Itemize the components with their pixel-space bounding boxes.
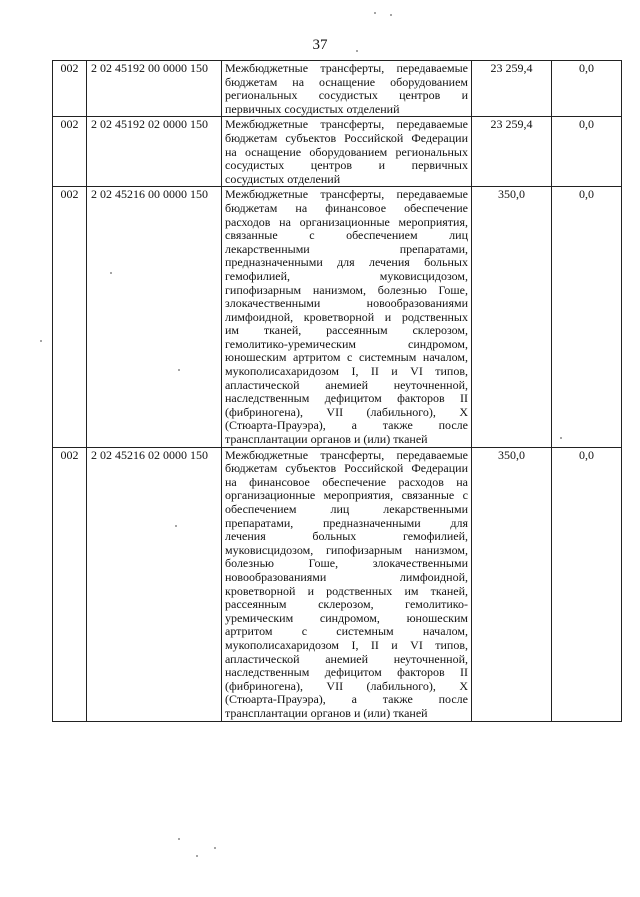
table-row [53,447,622,721]
description-line: уремическим синдромом, юношеским [225,610,468,625]
description-line: (фибриногена), VII (лабильного), X [225,404,468,419]
amount-2-cell: 0,0 [552,447,622,721]
description-line: муковисцидозом, гипофизарным нанизмом, [225,542,468,557]
kbk-code-cell: 2 02 45192 00 0000 150 [87,61,222,117]
description-line: бюджетам субъектов Российской Федерации [225,461,468,476]
description-line: новообразованиями лимфоидной, [225,569,468,584]
admin-code-cell: 002 [53,61,87,117]
scan-speck [110,272,112,274]
description-line: расходов на организационные мероприятия, [225,214,468,229]
description-line: юношеским артритом с системным началом, [225,350,468,365]
description-line: артритом с системным началом, [225,624,468,639]
amount-1-cell: 23 259,4 [472,61,552,117]
scan-speck [560,437,562,439]
kbk-code-cell: 2 02 45216 02 0000 150 [87,447,222,721]
amount-1-cell: 350,0 [472,447,552,721]
amount-2-cell: 0,0 [552,187,622,447]
description-line: наследственным дефицитом факторов II [225,391,468,406]
description-line: кроветворной и родственных им тканей, [225,583,468,598]
description-line: бюджетам на финансовое обеспечение [225,200,468,215]
description-line: трансплантации органов и (или) тканей [225,705,428,720]
description-line: рассеянным склерозом, гемолитико- [225,597,468,612]
description-line: гемофилией, муковисцидозом, [225,268,468,283]
amount-2-cell: 0,0 [552,61,622,117]
amount-2-cell: 0,0 [552,117,622,187]
admin-code-cell: 002 [53,117,87,187]
table-row [53,187,622,447]
description-line: злокачественными новообразованиями [225,296,468,311]
amount-1-cell: 23 259,4 [472,117,552,187]
admin-code-cell: 002 [53,447,87,721]
amount-1-cell: 350,0 [472,187,552,447]
description-line: первичных сосудистых отделений [225,101,400,116]
description-line: гипофизарным нанизмом, болезнью Гоше, [225,282,468,297]
description-line: (Стюарта-Прауэра), а также после [225,418,468,433]
description-cell [222,187,472,447]
description-line: мукополисахаридозом I, II и VI типов, [225,364,468,379]
kbk-code-cell: 2 02 45192 02 0000 150 [87,117,222,187]
scan-speck [374,12,376,14]
description-line: на оснащение оборудованием региональных [225,144,468,159]
scan-speck [40,340,42,342]
description-line: лечения больных гемофилией, [225,529,468,544]
description-line: лекарственными препаратами, [225,241,468,256]
scan-speck [214,847,216,849]
description-line: сосудистых центров и первичных [225,158,468,173]
scan-speck [196,855,198,857]
description-line: (Стюарта-Прауэра), а также после [225,692,468,707]
description-line: им тканей, рассеянным склерозом, [225,323,468,338]
description-cell [222,117,472,187]
description-cell [222,447,472,721]
description-line: сосудистых отделений [225,171,341,186]
description-line: препаратами, предназначенными для [225,515,468,530]
description-line: на финансовое обеспечение расходов на [225,474,468,489]
description-line: Межбюджетные трансферты, передаваемые [225,187,468,202]
description-line: региональных сосудистых центров и [225,88,468,103]
scan-speck [178,838,180,840]
description-line: организационные мероприятия, связанные с [225,488,468,503]
description-line: (фибриногена), VII (лабильного), X [225,678,468,693]
scan-speck [178,369,180,371]
description-line: наследственным дефицитом факторов II [225,665,468,680]
kbk-code-cell: 2 02 45216 00 0000 150 [87,187,222,447]
description-line: гемолитико-уремическим синдромом, [225,336,468,351]
description-line: бюджетам субъектов Российской Федерации [225,130,468,145]
description-line: апластической анемией неуточненной, [225,651,468,666]
description-line: предназначенными для лечения больных [225,255,468,270]
table-row [53,117,622,187]
description-line: обеспечением лиц лекарственными [225,502,468,516]
admin-code-cell: 002 [53,187,87,447]
description-line: мукополисахаридозом I, II и VI типов, [225,637,468,652]
description-cell [222,61,472,117]
description-line: апластической анемией неуточненной, [225,377,468,392]
budget-table [52,60,622,722]
scan-speck [175,525,177,527]
description-line: связанные с обеспечением лиц [225,228,468,243]
description-line: Межбюджетные трансферты, передаваемые [225,447,468,462]
description-line: лимфоидной, кроветворной и родственных [225,309,468,324]
scan-speck [356,50,358,52]
description-line: трансплантации органов и (или) тканей [225,432,428,447]
description-line: болезнью Гоше, злокачественными [225,556,468,571]
page-number: 37 [312,37,328,53]
table-row [53,61,622,117]
description-line: бюджетам на оснащение оборудованием [225,74,468,89]
scan-speck [390,14,392,16]
description-line: Межбюджетные трансферты, передаваемые [225,61,468,75]
description-line: Межбюджетные трансферты, передаваемые [225,117,468,132]
